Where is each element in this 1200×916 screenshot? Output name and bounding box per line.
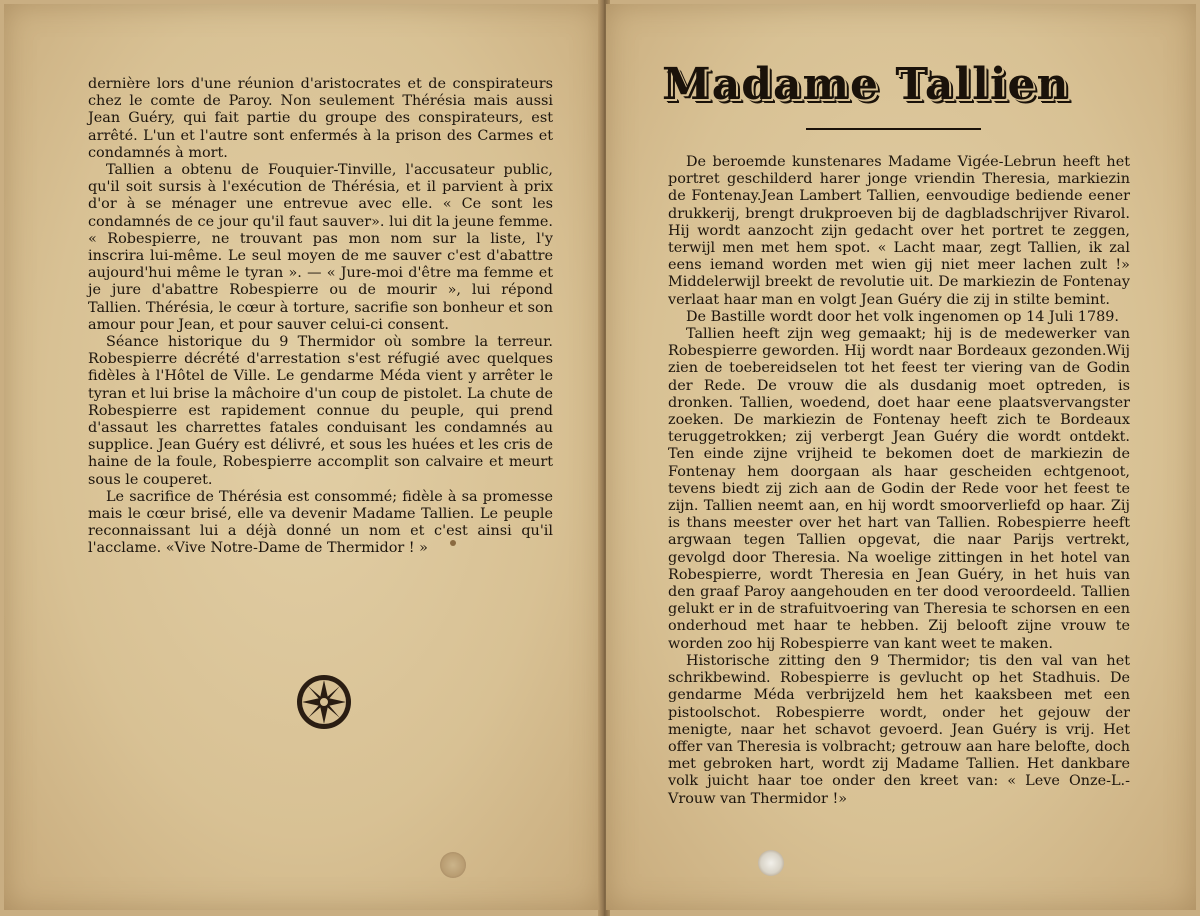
title-underline [806, 128, 981, 130]
right-page [606, 4, 1196, 910]
staple-hole [758, 850, 784, 876]
right-paragraph-2: De Bastille wordt door het volk ingenomen op 14 Juli 1789. [686, 308, 1119, 325]
page-title: Madame Tallien [662, 59, 1070, 110]
left-paragraph-2: Tallien a obtenu de Fouquier-Tinville, l'accusateur public, qu'il soit sursis à l'exécution de Thérésia, et il parvient à prix d'or à se ménager une entrevue avec elle. « Ce sont les condamnés de ce jour qu'il faut sauver». lui dit la jeune femme. « Robespierre, ne trouvant pas mon nom sur la liste, l'y inscrira lui-même. Le seul moyen de me sauver c'est d'abattre aujourd'hui même le tyran ». — « Jure-moi d'être ma femme et je jure d'abattre Robespierre ou de mourir », lui répond Tallien. Thérésia, le cœur à torture, sacrifie son bonheur et son amour pour Jean, et pour sauver celui-ci consent. [88, 162, 553, 333]
left-page [4, 4, 602, 910]
staple-hole [440, 852, 466, 878]
ink-dot [450, 540, 456, 546]
right-paragraph-3: Tallien heeft zijn weg gemaakt; hij is de medewerker van Robespierre geworden. Hij wordt naar Bordeaux gezonden.Wij zien de toebereidselen tot het feest ter viering van de Godin der Rede. De vrouw die als dusdanig moet optreden, is dronken. Tallien, woedend, doet haar eene plaatsvervangster zoeken. De markiezin de Fontenay heeft zich te Bordeaux teruggetrokken; zij verbergt Jean Guéry die wordt ontdekt. Ten einde zijne vrijheid te bekomen doet de markiezin de Fontenay hem doorgaan als haar gescheiden echtgenoot, tevens biedt zij zich aan de Godin der Rede voor het feest te zijn. Tallien neemt aan, en hij wordt smoorverliefd op haar. Zij is thans meester over het hart van Tallien. Robespierre heeft argwaan tegen Tallien opgevat, die naar Parijs vertrekt, gevolgd door Theresia. Na woelige zittingen in het hotel van Robespierre, wordt Theresia en Jean Guéry, in het huis van den graaf Paroy aangehouden en ter dood veroordeeld. Tallien gelukt er in de strafuitvoering van Theresia te schorsen en een onderhoud met haar te hebben. Zij belooft zijne vrouw te worden zoo hij Robespierre van kant weet te maken. [668, 326, 1130, 652]
left-paragraph-1: dernière lors d'une réunion d'aristocrates et de conspirateurs chez le comte de Paroy. Non seulement Thérésia mais aussi Jean Guéry, qui fait partie du groupe des conspirateurs, est arrêté. L'un et l'autre sont enfermés à la prison des Carmes et condamnés à mort. [88, 76, 553, 161]
ornament-rosette-icon [294, 672, 354, 732]
left-page-text [88, 76, 553, 558]
right-paragraph-1: De beroemde kunstenares Madame Vigée-Lebrun heeft het portret geschilderd harer jonge vriendin Theresia, markiezin de Fontenay.Jean Lambert Tallien, eenvoudige bediende eener drukkerij, brengt drukproeven bij de dagbladschrijver Rivarol. Hij wordt aanzocht zijn gedacht over het portret te zeggen, terwijl men met hem spot. « Lacht maar, zegt Tallien, ik zal eens iemand worden met wien gij niet meer lachen zult !» Middelerwijl breekt de revolutie uit. De markiezin de Fontenay verlaat haar man en volgt Jean Guéry die zij in stilte bemint. [668, 154, 1130, 308]
right-paragraph-4: Historische zitting den 9 Thermidor; tis den val van het schrikbewind. Robespierre is gevlucht op het Stadhuis. De gendarme Méda verbrijzeld hem het kaaksbeen met een pistoolschot. Robespierre wordt, onder het gejouw der menigte, naar het schavot gevoerd. Jean Guéry is vrij. Het offer van Theresia is volbracht; getrouw aan hare belofte, doch met gebroken hart, wordt zij Madame Tallien. Het dankbare volk juicht haar toe onder den kreet van: « Leve Onze-L.-Vrouw van Thermidor !» [668, 652, 1130, 807]
right-page-text [668, 154, 1130, 808]
left-paragraph-4: Le sacrifice de Thérésia est consommé; fidèle à sa promesse mais le cœur brisé, elle va devenir Madame Tallien. Le peuple reconnaissant lui a déjà donné un nom et c'est ainsi qu'il l'acclame. «Vive Notre-Dame de Thermidor ! » [88, 488, 553, 557]
left-paragraph-3: Séance historique du 9 Thermidor où sombre la terreur. Robespierre décrété d'arrestation s'est réfugié avec quelques fidèles à l'Hôtel de Ville. Le gendarme Méda vient y arrêter le tyran et lui brise la mâchoire d'un coup de pistolet. La chute de Robespierre est rapidement connue du peuple, qui prend d'assaut les charrettes fatales conduisant les condamnés au supplice. Jean Guéry est délivré, et sous les huées et les cris de haine de la foule, Robespierre accomplit son calvaire et meurt sous le couperet. [88, 334, 553, 488]
